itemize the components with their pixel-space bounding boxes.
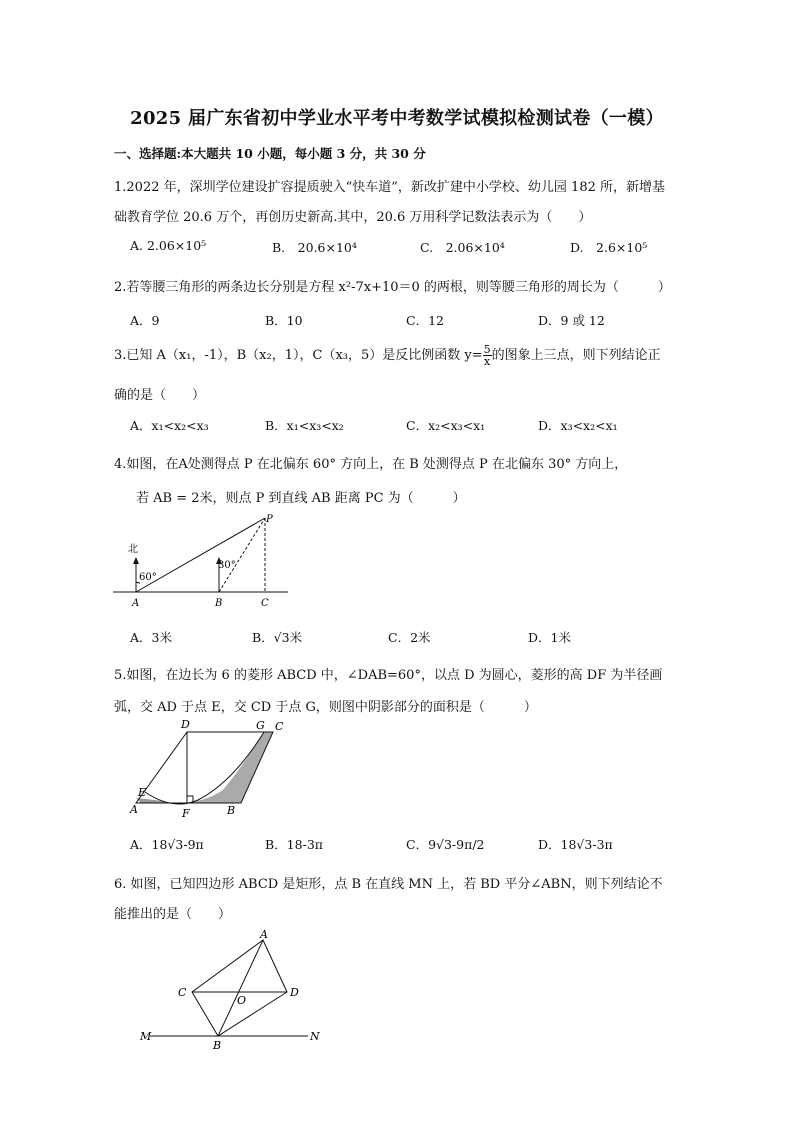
q4-figure (108, 512, 298, 612)
q1-option-d[interactable]: D. 2.6×10⁵ (570, 240, 648, 255)
q4-label-angle-b: 30° (218, 560, 236, 571)
q3-frac-num: 5 (483, 343, 491, 356)
q5-label-d: D (181, 718, 190, 731)
q4-line-bp (219, 518, 265, 592)
q1-line1: 1.2022 年，深圳学位建设扩容提质驶入“快车道”，新改扩建中小学校、幼儿园 182 所，新增基 (114, 180, 665, 195)
q6-label-a: A (260, 928, 268, 941)
q5-label-g: G (256, 719, 265, 732)
q1-option-b[interactable]: B. 20.6×10⁴ (272, 240, 357, 255)
q5-label-b: B (227, 804, 236, 817)
q6-line1: 6. 如图，已知四边形 ABCD 是矩形，点 B 在直线 MN 上，若 BD 平分∠ABN，则下列结论不 (114, 877, 663, 892)
q6-label-n: N (310, 1030, 320, 1043)
q6-label-o: O (237, 994, 247, 1007)
q5-option-d[interactable]: D．18√3-3π (538, 837, 613, 852)
q3-line2: 确的是（ ） (114, 388, 206, 403)
q4-option-b[interactable]: B．√3米 (252, 630, 303, 645)
q3-option-c[interactable]: C．x₂<x₃<x₁ (406, 418, 486, 433)
q6-line2: 能推出的是（ ） (114, 907, 232, 922)
q5-label-a: A (130, 803, 138, 816)
q1-option-a[interactable]: A. 2.06×10⁵ (130, 238, 207, 253)
q4-arrowhead-a (133, 557, 139, 564)
q6-rectangle (192, 940, 287, 1036)
q2-line1: 2.若等腰三角形的两条边长分别是方程 x²-7x+10＝0 的两根，则等腰三角形的周长为（ ） (114, 280, 671, 295)
q5-label-c: C (275, 720, 284, 733)
section-heading: 一、选择题:本大题共 10 小题，每小题 3 分，共 30 分 (114, 146, 426, 161)
q6-label-c: C (178, 986, 187, 999)
q5-line1: 5.如图，在边长为 6 的菱形 ABCD 中，∠DAB=60°，以点 D 为圆心，菱形的高 DF 为半径画 (114, 668, 663, 683)
q2-option-a[interactable]: A．9 (130, 313, 160, 328)
q5-shade-right-fill (173, 732, 273, 803)
q4-label-c: C (261, 598, 269, 609)
q3-line1-start: 3.已知 A（x₁，-1），B（x₂，1），C（x₃，5）是反比例函数 y= (114, 348, 483, 363)
q4-label-north: 北 (128, 544, 138, 555)
q6-label-d: D (290, 986, 299, 999)
page-title: 2025 届广东省初中学业水平考中考数学试模拟检测试卷（一模） (130, 108, 664, 129)
q5-option-b[interactable]: B．18-3π (265, 837, 323, 852)
q5-option-a[interactable]: A．18√3-9π (130, 837, 204, 852)
q6-figure (136, 928, 336, 1050)
q5-label-e: E (138, 786, 147, 799)
q4-label-b: B (215, 598, 223, 609)
q4-option-d[interactable]: D．1米 (528, 630, 571, 645)
q1-line2: 础教育学位 20.6 万个，再创历史新高.其中，20.6 万用科学记数法表示为（ ） (114, 210, 592, 225)
q3-line1-end: 的图象上三点，则下列结论正 (491, 348, 661, 363)
q4-label-angle-a: 60° (139, 572, 157, 583)
q4-line2: 若 AB = 2米，则点 P 到直线 AB 距离 PC 为（ ） (136, 491, 466, 506)
q4-option-c[interactable]: C．2米 (388, 630, 431, 645)
q5-figure (128, 716, 298, 824)
q3-frac-den: x (484, 355, 491, 368)
q5-label-f: F (182, 807, 190, 820)
q4-line1: 4.如图，在A处测得点 P 在北偏东 60° 方向上，在 B 处测得点 P 在北偏东 30° 方向上， (114, 457, 628, 472)
q3-fraction (483, 344, 492, 367)
q2-option-d[interactable]: D．9 或 12 (538, 313, 605, 328)
q5-line2: 弧，交 AD 于点 E，交 CD 于点 G，则图中阴影部分的面积是（ ） (114, 700, 537, 715)
q3-option-b[interactable]: B．x₁<x₃<x₂ (265, 418, 344, 433)
q5-option-c[interactable]: C．9√3-9π/2 (406, 837, 485, 852)
q4-label-p: P (266, 514, 273, 525)
q4-option-a[interactable]: A．3米 (130, 630, 172, 645)
q1-option-c[interactable]: C. 2.06×10⁴ (420, 240, 505, 255)
q4-label-a: A (132, 598, 140, 609)
q6-label-b: B (213, 1039, 222, 1050)
q3-option-d[interactable]: D．x₃<x₂<x₁ (538, 418, 618, 433)
q2-option-b[interactable]: B．10 (265, 313, 303, 328)
q6-label-m: M (140, 1030, 152, 1043)
q3-option-a[interactable]: A．x₁<x₂<x₃ (130, 418, 209, 433)
q2-option-c[interactable]: C．12 (406, 313, 444, 328)
q3-line1 (114, 344, 661, 367)
